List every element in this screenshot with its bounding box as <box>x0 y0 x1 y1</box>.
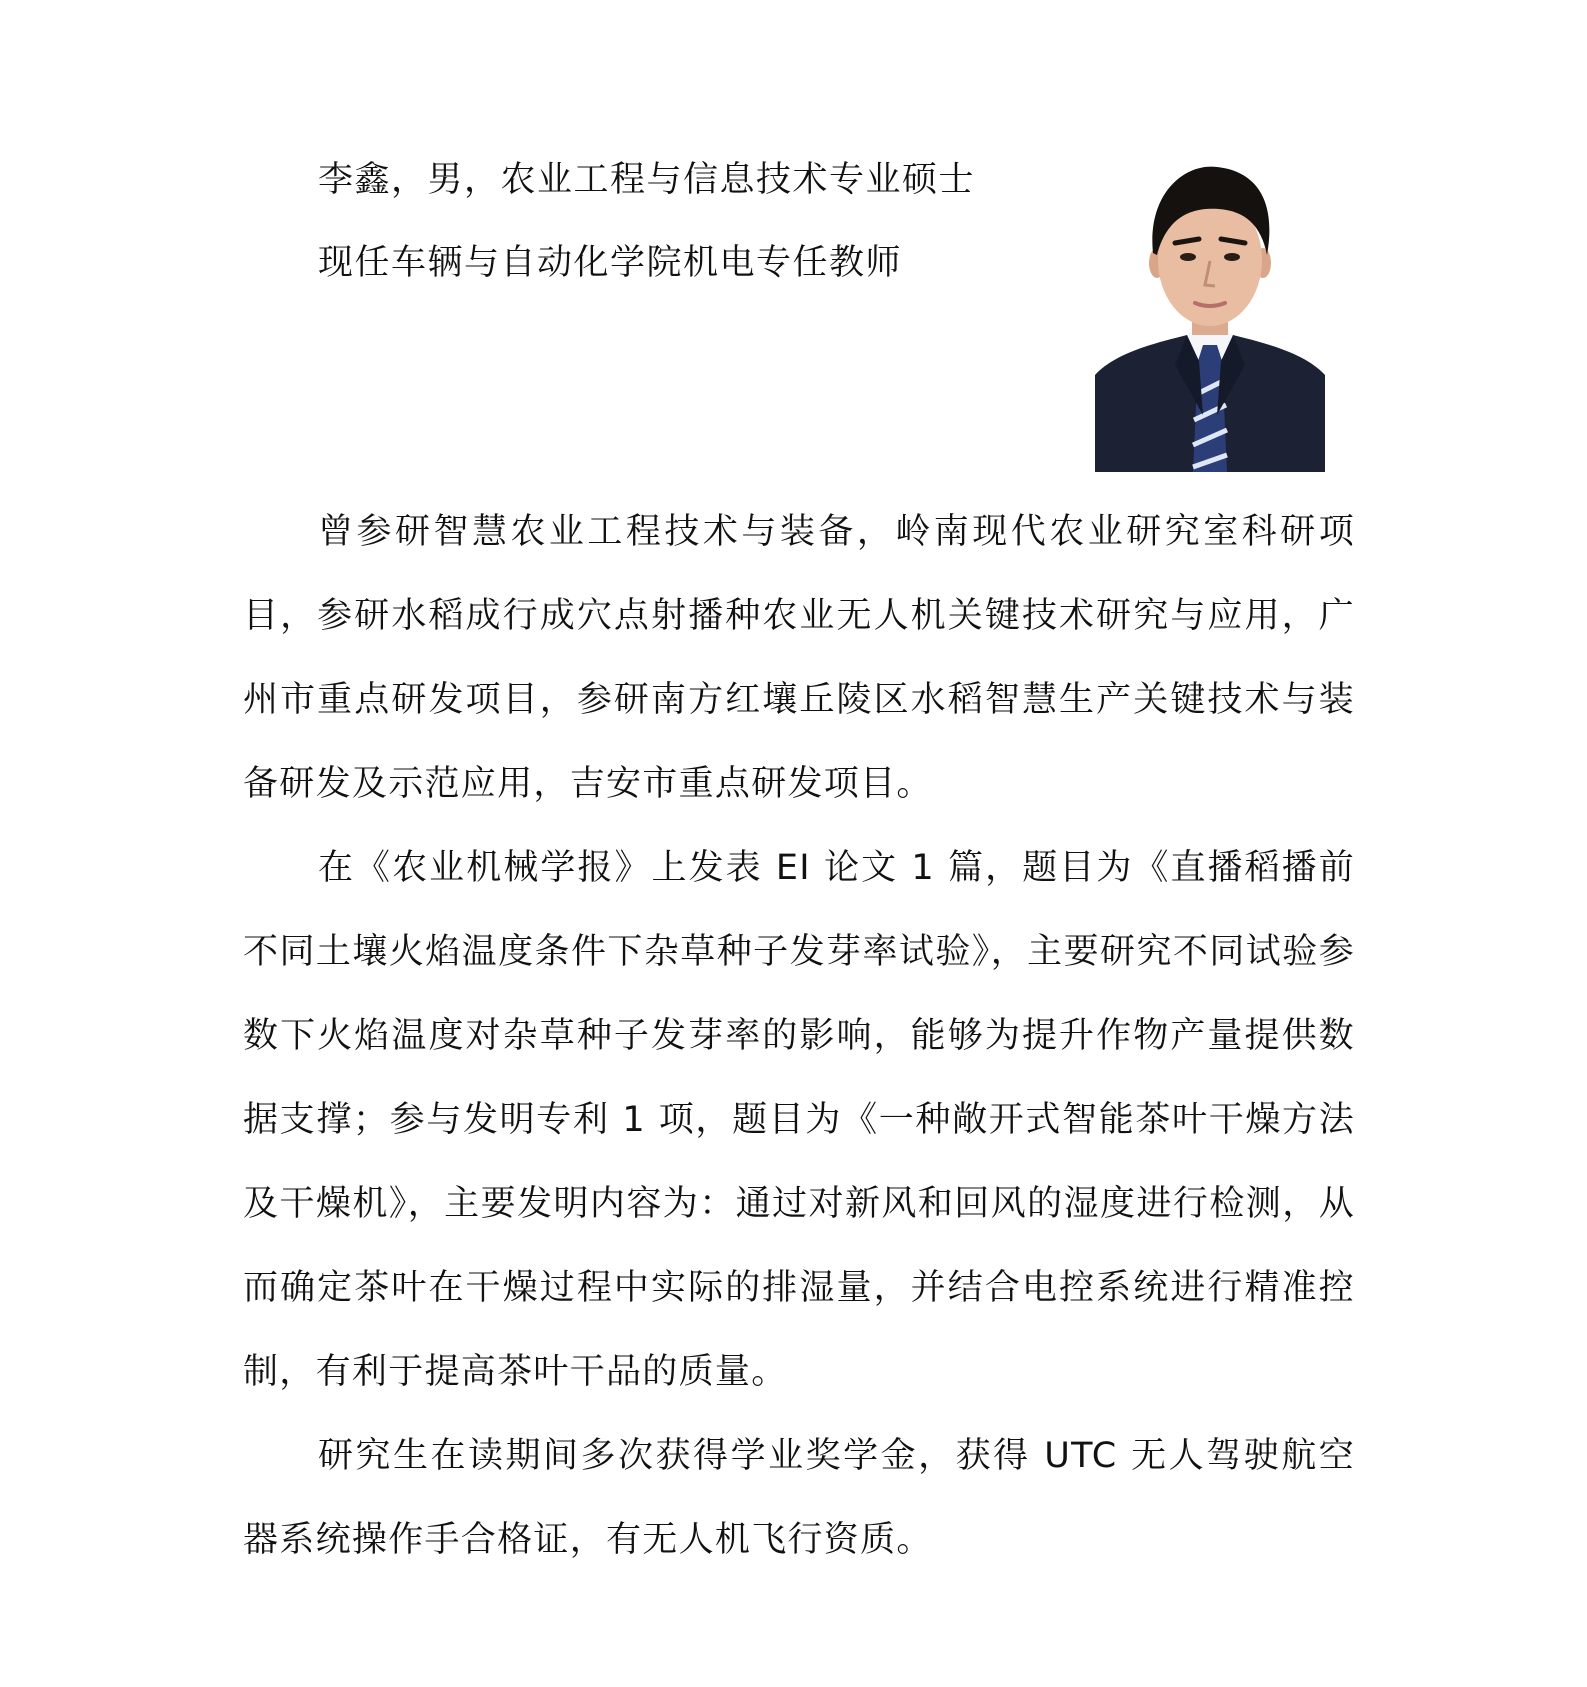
portrait-photo <box>1095 165 1325 472</box>
paragraph-awards: 研究生在读期间多次获得学业奖学金，获得 UTC 无人驾驶航空器系统操作手合格证，有无人机飞行资质。 <box>243 1436 1355 1560</box>
paragraph-research-projects: 曾参研智慧农业工程技术与装备，岭南现代农业研究室科研项目，参研水稻成行成穴点射播种农业无人机关键技术研究与应用，广州市重点研发项目，参研南方红壤丘陵区水稻智慧生产关键技术与装备研发及示范应用，吉安市重点研发项目。 <box>243 512 1355 804</box>
body-text <box>243 490 1355 1582</box>
header-name-line: 李鑫，男，农业工程与信息技术专业硕士 <box>318 160 976 200</box>
paragraph-publications: 在《农业机械学报》上发表 EI 论文 1 篇，题目为《直播稻播前不同土壤火焰温度条件下杂草种子发芽率试验》，主要研究不同试验参数下火焰温度对杂草种子发芽率的影响，能够为提升作物产量提供数据支撑；参与发明专利 1 项，题目为《一种敞开式智能茶叶干燥方法及干燥机》，主要发明内容为：通过对新风和回风的湿度进行检测，从而确定茶叶在干燥过程中实际的排湿量，并结合电控系统进行精准控制，有利于提高茶叶干品的质量。 <box>243 848 1355 1392</box>
header-position-line: 现任车辆与自动化学院机电专任教师 <box>318 243 903 283</box>
